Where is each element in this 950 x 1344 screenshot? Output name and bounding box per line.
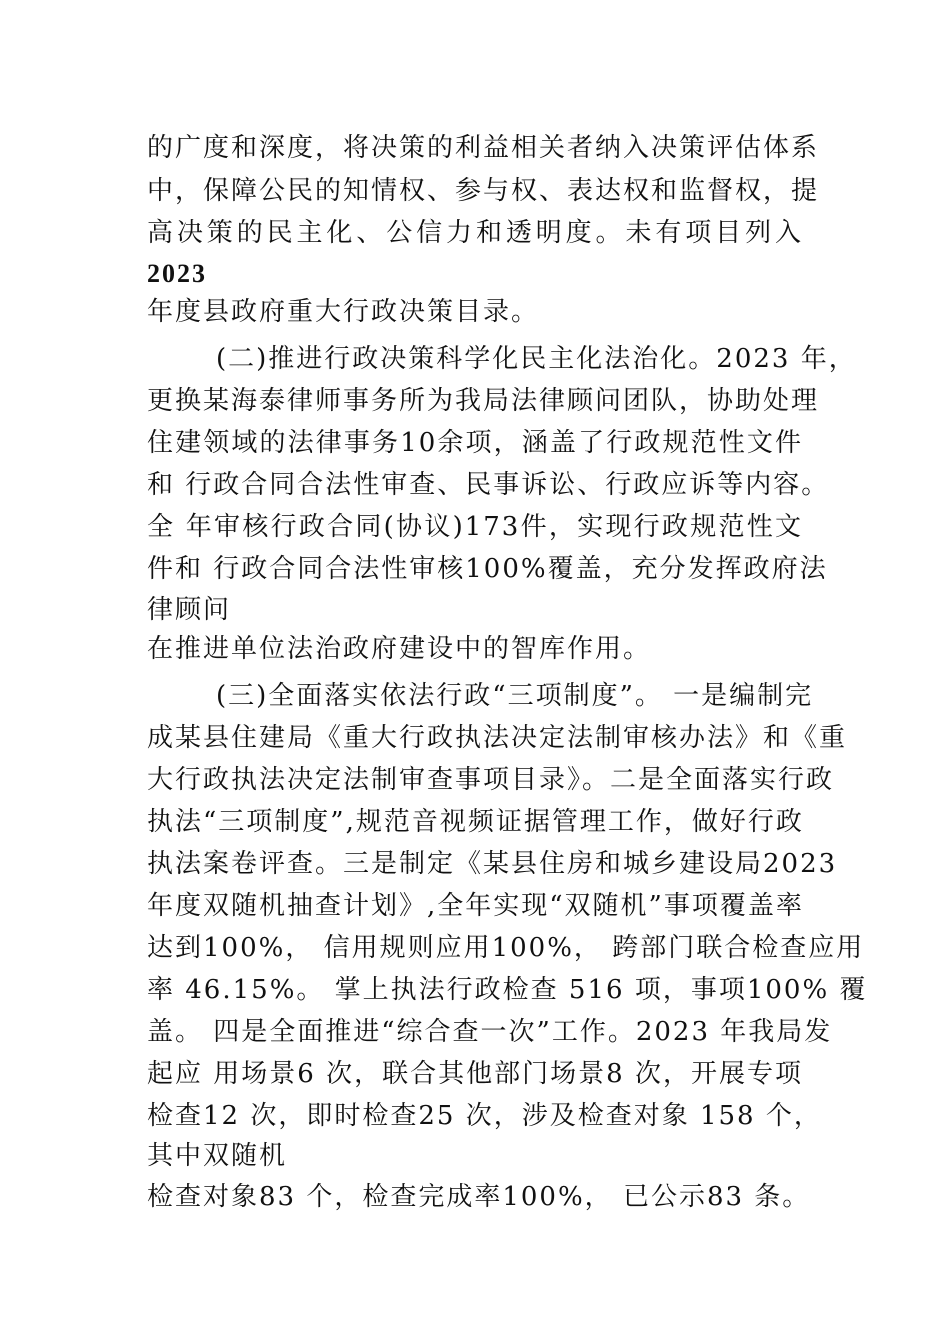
paragraph-3-line-4: 执法“三项制度”,规范音视频证据管理工作，做好行政	[147, 807, 804, 837]
paragraph-3-line-13: 检查对象83 个，检查完成率100%， 已公示83 条。	[147, 1182, 811, 1212]
paragraph-2-line-4: 和 行政合同合法性审查、民事诉讼、行政应诉等内容。	[147, 470, 830, 500]
paragraph-3-line-5: 执法案卷评查。三是制定《某县住房和城乡建设局2023	[147, 849, 838, 879]
paragraph-1-line-4: 2023	[147, 259, 207, 288]
paragraph-2-line-6: 件和 行政合同合法性审核100%覆盖，充分发挥政府法	[147, 554, 828, 584]
paragraph-2-line-8: 在推进单位法治政府建设中的智库作用。	[147, 634, 652, 664]
paragraph-3-line-2: 成某县住建局《重大行政执法决定法制审核办法》和《重	[147, 723, 848, 753]
paragraph-1-line-1: 的广度和深度，将决策的利益相关者纳入决策评估体系	[147, 133, 820, 163]
paragraph-3-line-10: 起应 用场景6 次，联合其他部门场景8 次，开展专项	[147, 1059, 803, 1089]
paragraph-2-line-2: 更换某海泰律师事务所为我局法律顾问团队，协助处理	[147, 386, 820, 416]
paragraph-3-line-7: 达到100%， 信用规则应用100%， 跨部门联合检查应用	[147, 933, 865, 963]
paragraph-3-line-1: (三)全面落实依法行政“三项制度”。 一是编制完	[216, 681, 814, 711]
paragraph-2-line-7: 律顾问	[147, 595, 232, 625]
paragraph-3-line-9: 盖。 四是全面推进“综合查一次”工作。2023 年我局发	[147, 1017, 833, 1047]
paragraph-2-line-3: 住建领域的法律事务10余项，涵盖了行政规范性文件	[147, 428, 803, 458]
paragraph-3-line-11: 检查12 次，即时检查25 次，涉及检查对象 158 个，	[147, 1101, 822, 1131]
paragraph-1-line-5: 年度县政府重大行政决策目录。	[147, 297, 540, 327]
paragraph-2-line-5: 全 年审核行政合同(协议)173件，实现行政规范性文	[147, 512, 803, 542]
paragraph-3-line-12: 其中双随机	[147, 1141, 288, 1171]
paragraph-3-line-3: 大行政执法决定法制审查事项目录》。二是全面落实行政	[147, 765, 835, 795]
paragraph-1-line-2: 中，保障公民的知情权、参与权、表达权和监督权，提	[147, 176, 820, 206]
paragraph-1-line-3: 高决策的民主化、公信力和透明度。未有项目列入	[147, 218, 803, 248]
paragraph-3-line-6: 年度双随机抽查计划》,全年实现“双随机”事项覆盖率	[147, 891, 804, 921]
paragraph-3-line-8: 率 46.15%。 掌上执法行政检查 516 项，事项100% 覆	[147, 975, 868, 1005]
paragraph-2-line-1: (二)推进行政决策科学化民主化法治化。2023 年，	[216, 344, 857, 374]
